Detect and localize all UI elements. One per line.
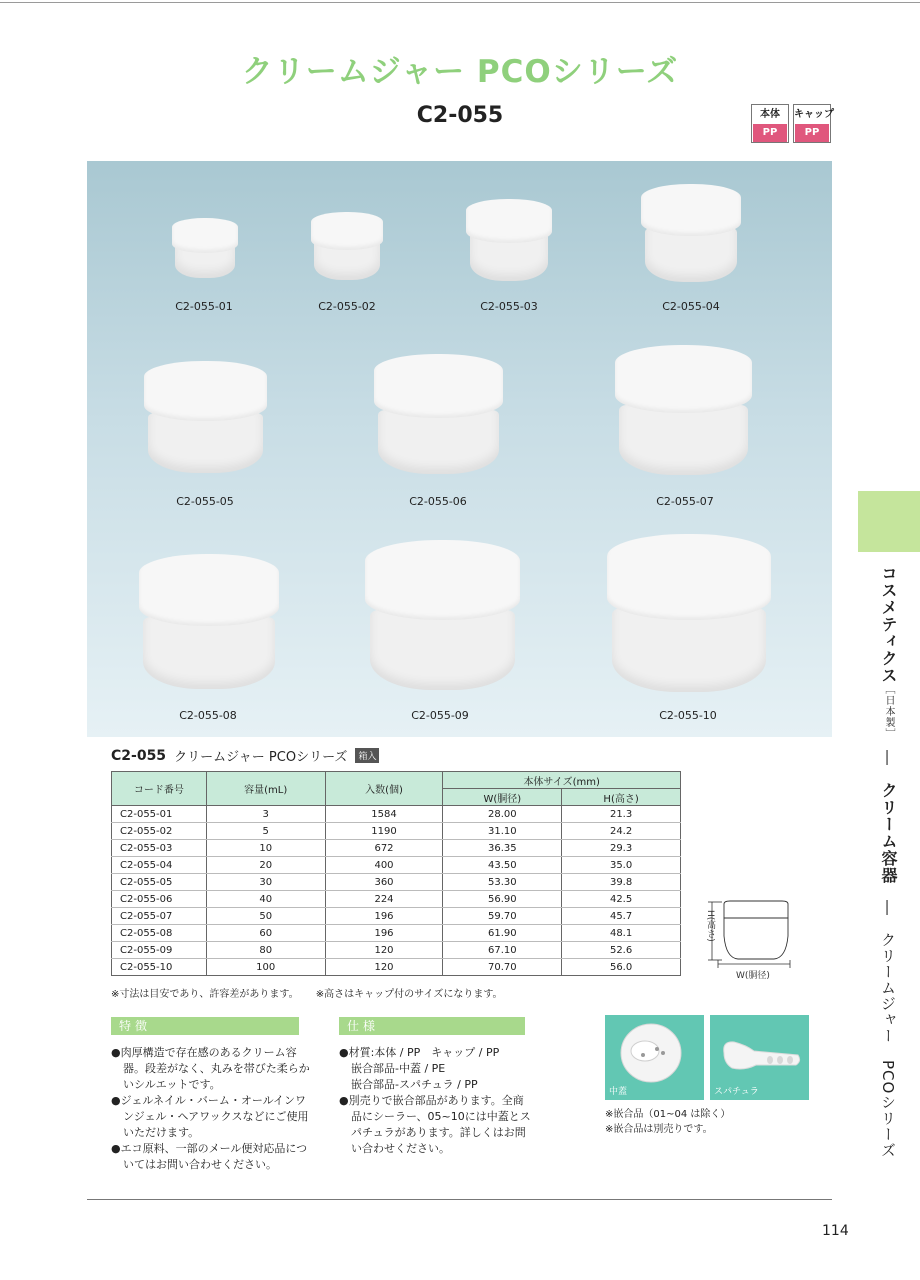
table-notes bbox=[111, 985, 517, 1000]
product-code: C2-055 bbox=[416, 103, 504, 128]
cell-height: 45.7 bbox=[562, 908, 681, 925]
spatula-image bbox=[710, 1015, 809, 1100]
cell-width: 53.30 bbox=[443, 874, 562, 891]
height-label: H(高さ) bbox=[705, 910, 715, 942]
cell-code: C2-055-06 bbox=[112, 891, 207, 908]
cell-height: 24.2 bbox=[562, 823, 681, 840]
cell-height: 39.8 bbox=[562, 874, 681, 891]
table-row bbox=[112, 908, 681, 925]
page-number: 114 bbox=[822, 1223, 849, 1239]
cell-capacity: 30 bbox=[206, 874, 325, 891]
header-quantity: 入数(個) bbox=[325, 772, 443, 806]
cell-width: 61.90 bbox=[443, 925, 562, 942]
cell-quantity: 672 bbox=[325, 840, 443, 857]
table-row bbox=[112, 891, 681, 908]
cell-width: 28.00 bbox=[443, 806, 562, 823]
jar-image bbox=[365, 540, 520, 692]
note: ※寸法は目安であり、許容差があります。 bbox=[111, 989, 299, 1000]
header-size: 本体サイズ(mm) bbox=[443, 772, 681, 789]
table-title bbox=[111, 746, 379, 765]
table-name: クリームジャー PCOシリーズ bbox=[174, 750, 348, 765]
header-height: H(高さ) bbox=[562, 789, 681, 806]
cell-capacity: 5 bbox=[206, 823, 325, 840]
cell-quantity: 360 bbox=[325, 874, 443, 891]
cell-code: C2-055-03 bbox=[112, 840, 207, 857]
cell-quantity: 196 bbox=[325, 925, 443, 942]
feature-item: ●エコ原料、一部のメール便対応品についてはお問い合わせください。 bbox=[111, 1142, 308, 1171]
table-row bbox=[112, 942, 681, 959]
jar-label: C2-055-06 bbox=[409, 495, 467, 508]
cell-code: C2-055-07 bbox=[112, 908, 207, 925]
cell-height: 56.0 bbox=[562, 959, 681, 976]
accessory-label: 中蓋 bbox=[609, 1087, 628, 1097]
cell-width: 56.90 bbox=[443, 891, 562, 908]
spec-line: ●材質:本体 / PP キャップ / PP bbox=[339, 1046, 500, 1059]
cell-capacity: 3 bbox=[206, 806, 325, 823]
inner-lid-image bbox=[605, 1015, 704, 1100]
jar-image bbox=[374, 354, 503, 476]
cell-code: C2-055-01 bbox=[112, 806, 207, 823]
cell-capacity: 40 bbox=[206, 891, 325, 908]
specs-heading: 仕様 bbox=[339, 1017, 525, 1035]
table-row bbox=[112, 806, 681, 823]
cell-code: C2-055-09 bbox=[112, 942, 207, 959]
bottom-rule bbox=[87, 1199, 832, 1200]
material-badge-body bbox=[751, 104, 789, 143]
side-category: コスメティクス bbox=[879, 565, 898, 684]
cell-code: C2-055-02 bbox=[112, 823, 207, 840]
page-title: クリームジャー PCOシリーズ bbox=[241, 54, 679, 90]
cell-quantity: 120 bbox=[325, 959, 443, 976]
material-label: 本体 bbox=[760, 109, 780, 120]
note: ※嵌合品（01~04 は除く） bbox=[605, 1109, 731, 1120]
cell-height: 48.1 bbox=[562, 925, 681, 942]
side-series: クリームジャー PCOシリーズ bbox=[879, 932, 897, 1159]
cell-code: C2-055-05 bbox=[112, 874, 207, 891]
jar-label: C2-055-08 bbox=[179, 709, 237, 722]
material-badge-cap bbox=[793, 104, 834, 143]
side-category-text: コスメティクス［日本製］ ― クリーム容器 ― クリームジャー PCOシリーズ bbox=[879, 565, 898, 1159]
top-rule bbox=[0, 2, 920, 3]
side-subcategory: クリーム容器 bbox=[879, 782, 898, 884]
cell-quantity: 224 bbox=[325, 891, 443, 908]
cell-width: 31.10 bbox=[443, 823, 562, 840]
table-row bbox=[112, 857, 681, 874]
feature-item: ●ジェルネイル・バーム・オールインワンジェル・ヘアワックスなどにご使用いただけます。 bbox=[111, 1094, 309, 1139]
table-row bbox=[112, 874, 681, 891]
table-row bbox=[112, 840, 681, 857]
material-label: キャップ bbox=[794, 109, 834, 120]
jar-label: C2-055-05 bbox=[176, 495, 234, 508]
jar-image bbox=[144, 361, 267, 475]
table-row bbox=[112, 925, 681, 942]
note: ※高さはキャップ付のサイズになります。 bbox=[315, 989, 503, 1000]
table-row bbox=[112, 823, 681, 840]
cell-height: 21.3 bbox=[562, 806, 681, 823]
cell-capacity: 10 bbox=[206, 840, 325, 857]
cell-height: 52.6 bbox=[562, 942, 681, 959]
accessory-notes bbox=[605, 1107, 730, 1137]
side-origin: ［日本製］ bbox=[883, 684, 894, 734]
header-capacity: 容量(mL) bbox=[206, 772, 325, 806]
product-photo bbox=[87, 161, 832, 737]
features-heading: 特徴 bbox=[111, 1017, 299, 1035]
cell-code: C2-055-08 bbox=[112, 925, 207, 942]
jar-label: C2-055-02 bbox=[318, 300, 376, 313]
cell-capacity: 80 bbox=[206, 942, 325, 959]
specs-list bbox=[339, 1045, 534, 1157]
jar-label: C2-055-10 bbox=[659, 709, 717, 722]
jar-image bbox=[615, 345, 752, 476]
cell-quantity: 120 bbox=[325, 942, 443, 959]
accessory-label: スパチュラ bbox=[714, 1087, 759, 1097]
cell-code: C2-055-10 bbox=[112, 959, 207, 976]
spec-line: ●別売りで嵌合部品があります。全商品にシーラー、05~10には中蓋とスパチュラがあります。詳しくはお問い合わせください。 bbox=[339, 1094, 531, 1155]
cell-width: 67.10 bbox=[443, 942, 562, 959]
cell-capacity: 100 bbox=[206, 959, 325, 976]
cell-height: 29.3 bbox=[562, 840, 681, 857]
cell-width: 36.35 bbox=[443, 840, 562, 857]
spec-line: 嵌合部品-中蓋 / PE bbox=[351, 1062, 446, 1075]
cell-height: 42.5 bbox=[562, 891, 681, 908]
jar-label: C2-055-09 bbox=[411, 709, 469, 722]
table-code: C2-055 bbox=[111, 747, 167, 764]
jar-label: C2-055-01 bbox=[175, 300, 233, 313]
cell-width: 43.50 bbox=[443, 857, 562, 874]
cell-capacity: 60 bbox=[206, 925, 325, 942]
feature-item: ●肉厚構造で存在感のあるクリーム容器。段差がなく、丸みを帯びた柔らかいシルエットです。 bbox=[111, 1046, 310, 1091]
jar-image bbox=[607, 534, 771, 694]
cell-quantity: 400 bbox=[325, 857, 443, 874]
cell-quantity: 1584 bbox=[325, 806, 443, 823]
boxed-tag: 箱入 bbox=[355, 748, 379, 763]
cell-quantity: 196 bbox=[325, 908, 443, 925]
cell-quantity: 1190 bbox=[325, 823, 443, 840]
cell-width: 70.70 bbox=[443, 959, 562, 976]
jar-label: C2-055-07 bbox=[656, 495, 714, 508]
jar-image bbox=[641, 184, 741, 283]
cell-capacity: 20 bbox=[206, 857, 325, 874]
jar-label: C2-055-04 bbox=[662, 300, 720, 313]
jar-image bbox=[311, 212, 383, 282]
width-label: W(胴径) bbox=[736, 971, 770, 981]
material-value: PP bbox=[753, 124, 787, 142]
spec-line: 嵌合部品-スパチュラ / PP bbox=[351, 1078, 478, 1091]
features-list bbox=[111, 1045, 311, 1173]
cell-width: 59.70 bbox=[443, 908, 562, 925]
spec-table bbox=[111, 771, 681, 976]
header-width: W(胴径) bbox=[443, 789, 562, 806]
cell-code: C2-055-04 bbox=[112, 857, 207, 874]
jar-label: C2-055-03 bbox=[480, 300, 538, 313]
table-row bbox=[112, 959, 681, 976]
note: ※嵌合品は別売りです。 bbox=[605, 1124, 713, 1135]
header-code: コード番号 bbox=[112, 772, 207, 806]
cell-capacity: 50 bbox=[206, 908, 325, 925]
category-tab bbox=[858, 491, 920, 552]
jar-image bbox=[466, 199, 552, 283]
material-value: PP bbox=[795, 124, 829, 142]
jar-image bbox=[172, 218, 238, 282]
jar-image bbox=[139, 554, 279, 691]
cell-height: 35.0 bbox=[562, 857, 681, 874]
